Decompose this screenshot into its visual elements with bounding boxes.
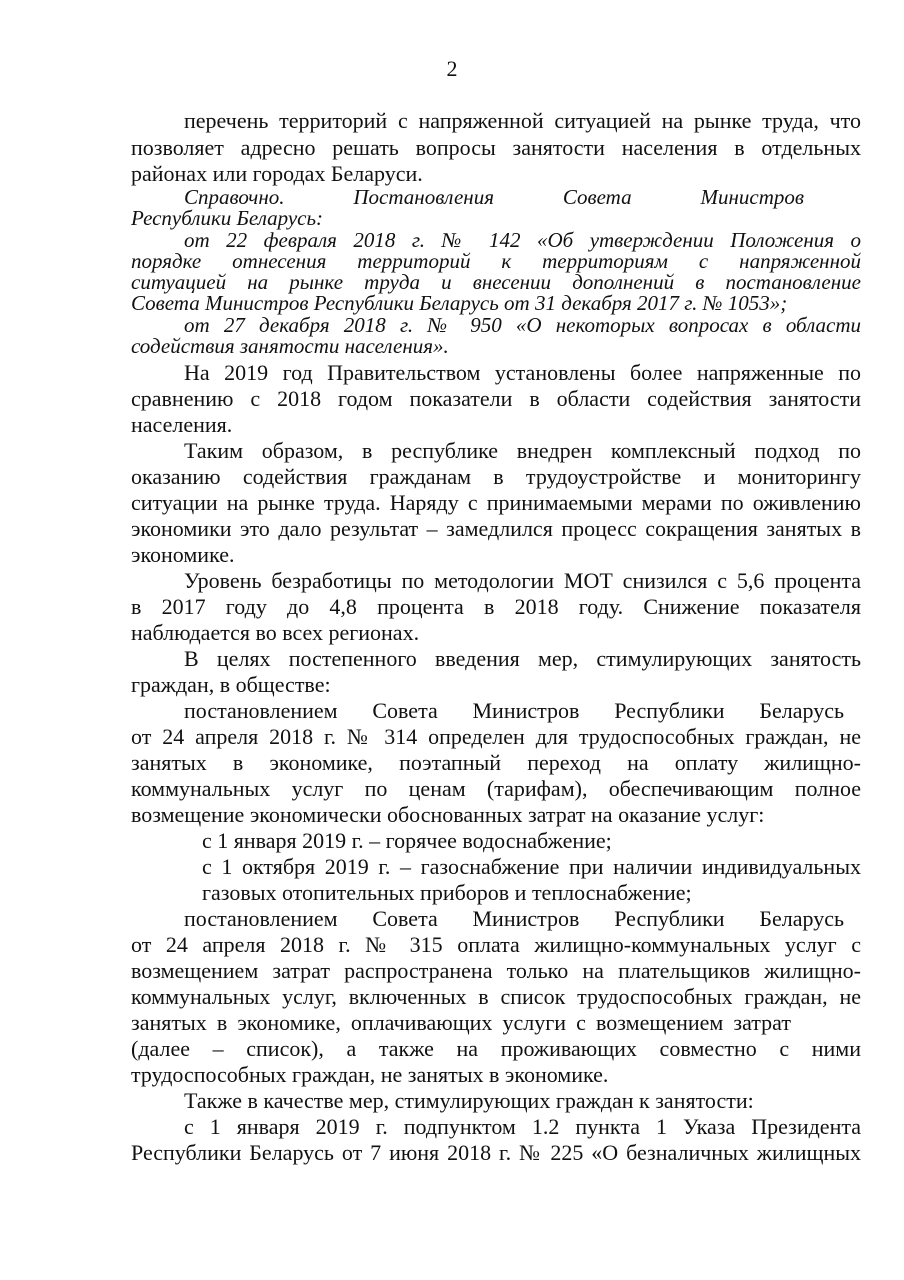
text-line: от 22 февраля 2018 г. № 142 «Об утверждении Положения о xyxy=(184,228,861,252)
text-line: Уровень безработицы по методологии МОТ снизился с 5,6 процента xyxy=(184,568,861,593)
text-line: экономике. xyxy=(131,542,235,567)
text-line: В целях постепенного введения мер, стимулирующих занятость xyxy=(184,646,861,671)
text-line: экономики это дало результат – замедлился процесс сокращения занятых в xyxy=(131,516,861,541)
text-line: районах или городах Беларуси. xyxy=(131,161,423,186)
text-line: от 24 апреля 2018 г. № 314 определен для трудоспособных граждан, не xyxy=(131,724,861,749)
text-line: газовых отопительных приборов и теплоснабжение; xyxy=(202,880,692,905)
text-line: постановлением Совета Министров Республики Беларусь xyxy=(184,698,844,723)
text-line: позволяет адресно решать вопросы занятости населения в отдельных xyxy=(131,135,861,160)
text-line: (далее – список), а также на проживающих совместно с ними xyxy=(131,1036,861,1061)
text-line: коммунальных услуг, включенных в список трудоспособных граждан, не xyxy=(131,984,861,1009)
text-line: занятых в экономике, оплачивающих услуги с возмещением затрат xyxy=(131,1010,791,1035)
text-line: с 1 января 2019 г. – горячее водоснабжение; xyxy=(202,828,612,853)
text-line: оказанию содействия гражданам в трудоустройстве и мониторингу xyxy=(131,464,861,489)
text-line: от 27 декабря 2018 г. № 950 «О некоторых вопросах в области xyxy=(184,313,861,337)
text-line: ситуацией на рынке труда и внесении дополнений в постановление xyxy=(131,270,861,294)
text-line: от 24 апреля 2018 г. № 315 оплата жилищно-коммунальных услуг с xyxy=(131,932,861,957)
text-line: содействия занятости населения». xyxy=(131,334,449,358)
text-line: перечень территорий с напряженной ситуацией на рынке труда, что xyxy=(184,108,861,133)
text-line: На 2019 год Правительством установлены более напряженные по xyxy=(184,360,861,385)
text-line: Республики Беларусь от 7 июня 2018 г. № 225 «О безналичных жилищных xyxy=(131,1140,861,1165)
text-line: порядке отнесения территорий к территориям с напряженной xyxy=(131,249,861,273)
text-line: трудоспособных граждан, не занятых в экономике. xyxy=(131,1062,609,1087)
text-line: Справочно. Постановления Совета Министров xyxy=(184,185,804,209)
text-line: Таким образом, в республике внедрен комплексный подход по xyxy=(184,438,861,463)
text-line: постановлением Совета Министров Республики Беларусь xyxy=(184,906,844,931)
text-line: населения. xyxy=(131,412,233,437)
text-line: Также в качестве мер, стимулирующих граждан к занятости: xyxy=(184,1088,754,1113)
text-line: возмещение экономически обоснованных затрат на оказание услуг: xyxy=(131,802,765,827)
text-line: наблюдается во всех регионах. xyxy=(131,620,420,645)
text-line: возмещением затрат распространена только на плательщиков жилищно- xyxy=(131,958,861,983)
text-line: Совета Министров Республики Беларусь от 31 декабря 2017 г. № 1053»; xyxy=(131,291,788,315)
text-line: с 1 января 2019 г. подпунктом 1.2 пункта 1 Указа Президента xyxy=(184,1114,861,1139)
text-line: с 1 октября 2019 г. – газоснабжение при наличии индивидуальных xyxy=(202,854,861,879)
text-line: сравнению с 2018 годом показатели в области содействия занятости xyxy=(131,386,861,411)
text-line: граждан, в обществе: xyxy=(131,672,331,697)
text-line: коммунальных услуг по ценам (тарифам), обеспечивающим полное xyxy=(131,776,861,801)
text-line: ситуации на рынке труда. Наряду с принимаемыми мерами по оживлению xyxy=(131,490,861,515)
text-line: в 2017 году до 4,8 процента в 2018 году. Снижение показателя xyxy=(131,594,861,619)
text-line: занятых в экономике, поэтапный переход на оплату жилищно- xyxy=(131,750,861,775)
page-number: 2 xyxy=(446,56,458,81)
text-line: Республики Беларусь: xyxy=(131,206,324,230)
